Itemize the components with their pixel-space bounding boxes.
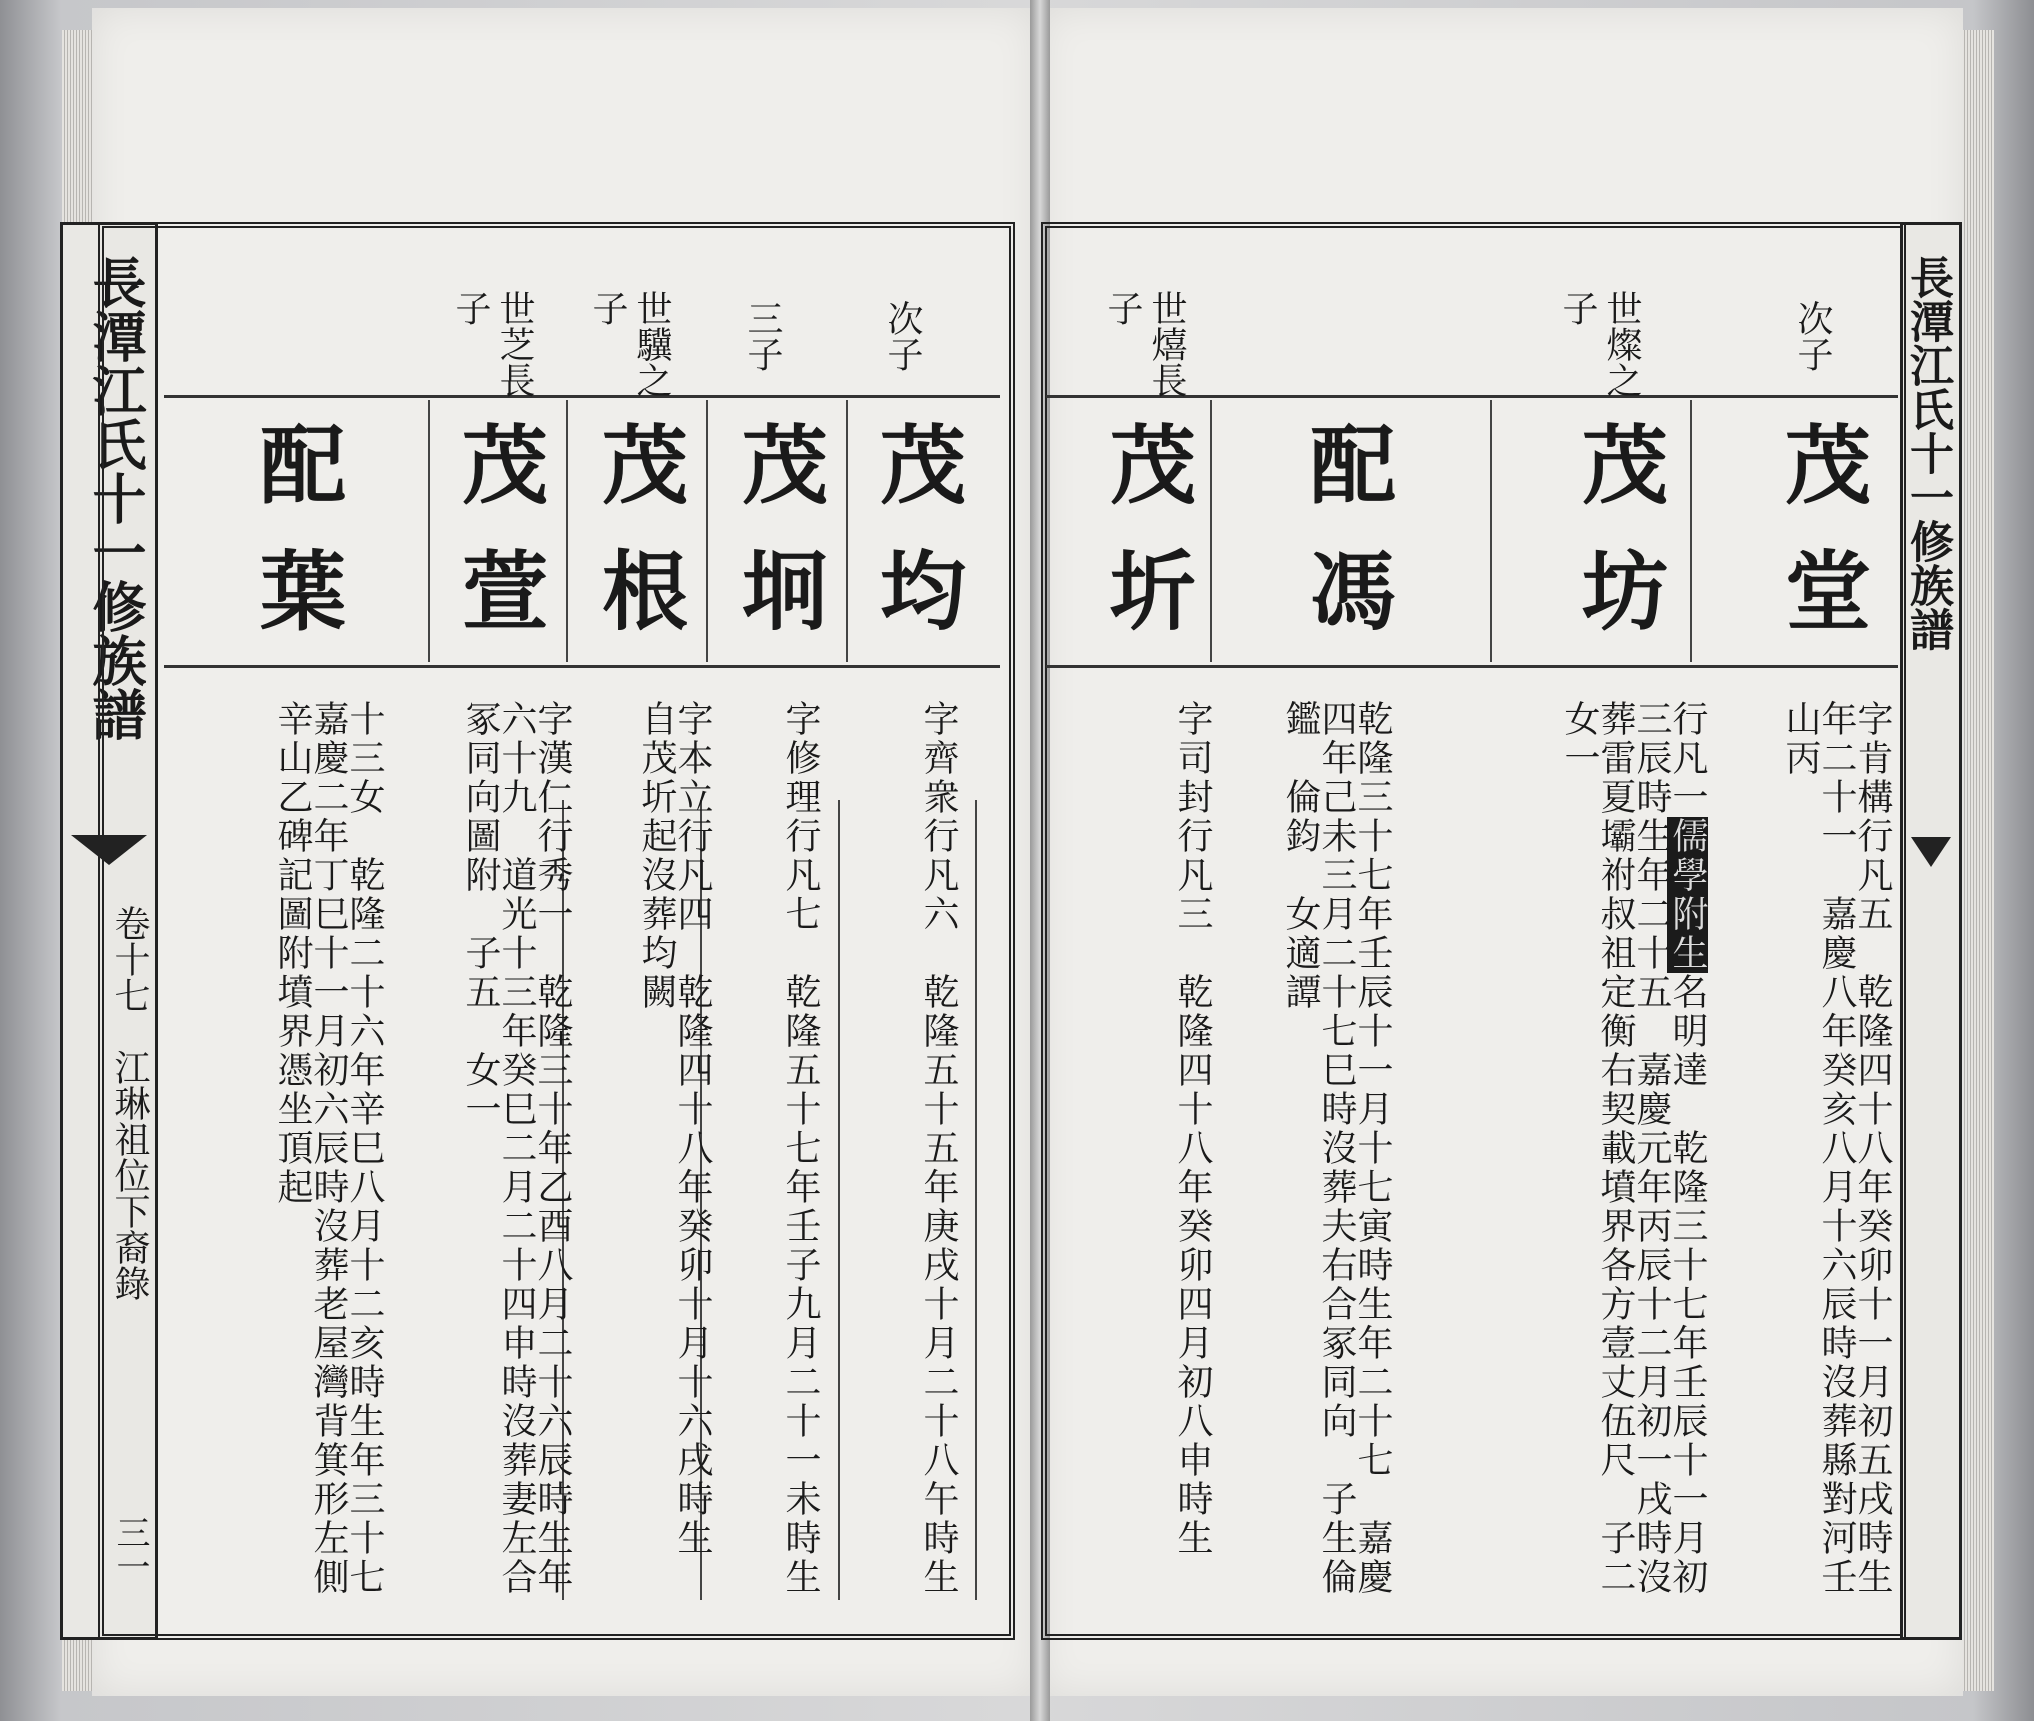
fish-tail-mark-right (1911, 837, 1951, 867)
biography-text: 十三女 乾隆二十六年辛巳八月十二亥時生年三十七 嘉慶二年丁巳十一月初六辰時沒葬老屋灣背箕形左側辛山乙碑記圖附墳界憑坐頂起 (272, 700, 385, 1636)
biography-text: 乾隆三十七年壬辰十一月十七寅時生年二十七 嘉慶四年己未三月二十七巳時沒葬夫右合冢同向 子生倫鑑 倫鈞 女適譚 (1280, 700, 1393, 1597)
person-name: 茂坊 (1567, 420, 1668, 672)
person-name: 茂堂 (1770, 420, 1871, 672)
person-name: 茂圻 (1095, 420, 1196, 672)
col-divider (566, 400, 568, 662)
biography-text: 字修理行凡七 乾隆五十七年壬子九月二十一未時生 (780, 700, 821, 1597)
biography-part: 行凡一 (1667, 700, 1708, 817)
bio-divider (838, 800, 840, 1600)
col-divider (428, 400, 430, 662)
col-divider (1490, 400, 1492, 662)
col-divider (1210, 400, 1212, 662)
book-title: 長潭江氏十一修族譜 (84, 255, 148, 741)
relation-label: 世熺長子 (1102, 290, 1187, 398)
scholar-seal: 儒學附生 (1667, 817, 1708, 973)
biography-text: 字肯構行凡五 乾隆四十八年癸卯十一月初五戌時生年二十一 嘉慶八年癸亥八月十六辰時沒葬縣對河壬山丙 (1780, 700, 1893, 1597)
section-label: 江琳祖位下裔錄 (109, 1049, 150, 1301)
relation-label: 三子 (742, 300, 783, 372)
biography-text: 字齊衆行凡六 乾隆五十五年庚戌十月二十八午時生 (918, 700, 959, 1597)
col-divider (846, 400, 848, 662)
biography-text: 字漢仁行秀一 乾隆三十年乙酉八月二十六辰時生年六十九 道光十三年癸巳二月二十四申時沒葬妻左合冢同向圖附 子五 女一 (460, 700, 573, 1597)
page-number: 三一 (110, 1515, 150, 1583)
person-name: 茂均 (865, 420, 966, 672)
book-edge-right (1962, 30, 1994, 1691)
book-title-right: 長潭江氏十一修族譜 (1902, 255, 1953, 651)
relation-divider-left (164, 395, 1000, 398)
relation-label: 次子 (882, 300, 923, 372)
right-margin-strip (1900, 222, 1962, 1640)
biography-text: 字本立行凡四 乾隆四十八年癸卯十月十六戌時生 自茂圻起沒葬均闕 (636, 700, 713, 1597)
person-name: 茂根 (587, 420, 688, 672)
person-name: 茂坰 (727, 420, 828, 672)
col-divider (1690, 400, 1692, 662)
relation-label: 世驥之子 (587, 290, 672, 398)
biography-part: 名明達 乾隆三十七年壬辰十一月初三辰時生年二十五 嘉慶元年丙辰十二月初一戌時沒葬雷夏壩祔叔祖定衡右契載墳界各方壹丈伍尺 子二 女一 (1559, 700, 1708, 1636)
biography-text: 字司封行凡三 乾隆四十八年癸卯四月初八申時生 (1172, 700, 1213, 1558)
relation-label: 世燦之子 (1557, 290, 1642, 398)
person-name: 配葉 (245, 420, 346, 672)
person-name: 茂萱 (447, 420, 548, 672)
relation-label: 次子 (1792, 300, 1833, 372)
col-divider (706, 400, 708, 662)
biography-text (1405, 700, 1708, 1636)
person-name: 配馮 (1295, 420, 1396, 672)
relation-label: 世芝長子 (450, 290, 535, 398)
volume-number: 卷十七 (109, 905, 150, 1013)
bio-divider (975, 800, 977, 1600)
